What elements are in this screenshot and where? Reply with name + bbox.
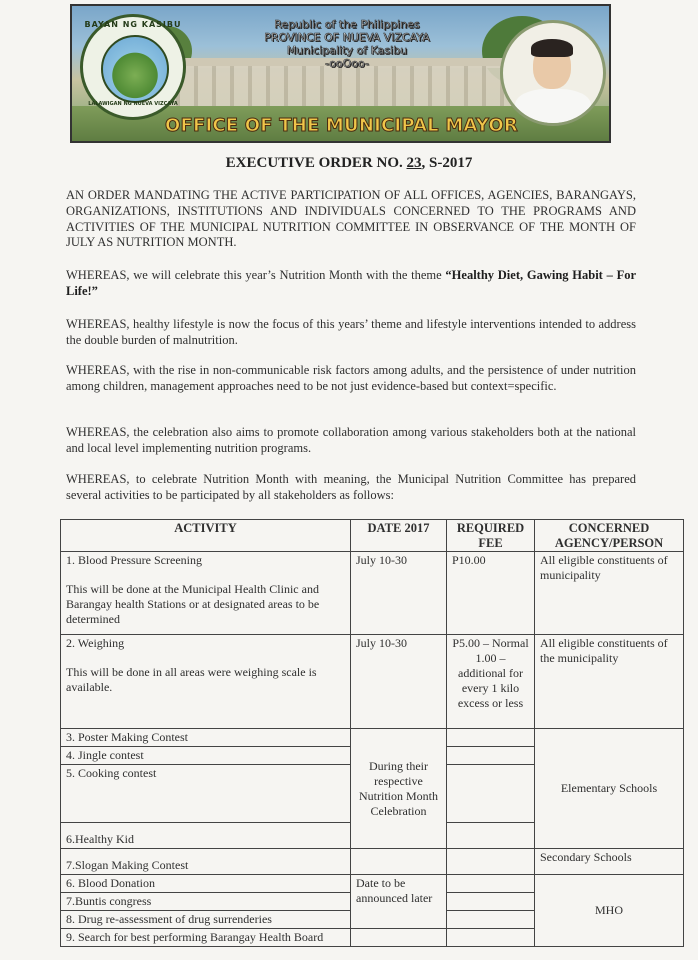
whereas-5: WHEREAS, to celebrate Nutrition Month with meaning, the Municipal Nutrition Committee has prepared several activities to be participated by all stakeholders as follows: — [66, 472, 636, 502]
group2-agency: MHO — [535, 875, 684, 947]
table-row: 6. Blood Donation Date to be announced later MHO — [61, 875, 684, 893]
municipality-line: Municipality of Kasibu — [286, 44, 408, 57]
table-row: 7.Slogan Making Contest Secondary Schools — [61, 849, 684, 875]
province-line: PROVINCE OF NUEVA VIZCAYA — [264, 31, 430, 44]
table-row: 5. Cooking contest — [61, 765, 684, 823]
group1-date: During their respective Nutrition Month Celebration — [351, 729, 447, 849]
order-heading: AN ORDER MANDATING THE ACTIVE PARTICIPATION OF ALL OFFICES, AGENCIES, BARANGAYS, ORGANIZATIONS, INSTITUTIONS AND INDIVIDUALS CONCERNED TO THE PROGRAMS AND ACTIVITIES OF THE MUNICIPAL NUTRITION COMMITTEE IN OBSERVANCE OF THE MONTH OF JULY AS NUTRITION MONTH. — [66, 188, 636, 250]
group2-date: Date to be announced later — [351, 875, 447, 929]
whereas-2: WHEREAS, healthy lifestyle is now the focus of this years’ theme and lifestyle interventions intended to address the double burden of malnutrition. — [66, 317, 636, 347]
municipal-seal: BAYAN NG KASIBU LALAWIGAN NG NUEVA VIZCAYA — [80, 14, 186, 120]
republic-line: Republic of the Philippines — [274, 18, 420, 31]
order-title: EXECUTIVE ORDER NO. 23, S-2017 — [225, 155, 473, 171]
ornament-line: -ooOoo- — [325, 57, 369, 70]
activities-table — [60, 519, 684, 947]
col-date: DATE 2017 — [351, 520, 447, 552]
group1-agency: Elementary Schools — [535, 729, 684, 849]
table-header-row — [61, 520, 684, 552]
table-row: 3. Poster Making Contest During their respective Nutrition Month Celebration Elementary Schools — [61, 729, 684, 747]
mayor-portrait — [500, 20, 606, 126]
col-activity: ACTIVITY — [61, 520, 351, 552]
nutrition-theme: “Healthy Diet, Gawing Habit – For Life!” — [66, 268, 637, 298]
office-title: OFFICE OF THE MUNICIPAL MAYOR — [164, 115, 518, 136]
whereas-1: WHEREAS, we will celebrate this year’s Nutrition Month with the theme “Healthy Diet, Gawing Habit – For Life!” — [66, 268, 637, 298]
table-row: 7.Buntis congress — [61, 893, 684, 911]
letterhead-banner — [70, 4, 611, 143]
letterhead-text — [197, 18, 497, 70]
table-row: 6.Healthy Kid — [61, 823, 684, 849]
col-agency: CONCERNED AGENCY/PERSON — [535, 520, 684, 552]
table-row: 1. Blood Pressure Screening This will be done at the Municipal Health Clinic and Barangay health Stations or at designated areas to be determined July 10-30 P10.00 All eligible constituents of municipality — [61, 552, 684, 635]
whereas-3: WHEREAS, with the rise in non-communicable risk factors among adults, and the persistence of under nutrition among children, management approaches need to be not just evidence-based but context=specific. — [66, 363, 636, 393]
table-row: 9. Search for best performing Barangay Health Board — [61, 929, 684, 947]
table-row: 8. Drug re-assessment of drug surrenderies — [61, 911, 684, 929]
table-row: 4. Jingle contest — [61, 747, 684, 765]
col-fee: REQUIRED FEE — [447, 520, 535, 552]
order-number: 23 — [406, 155, 422, 171]
table-row: 2. Weighing This will be done in all areas were weighing scale is available. July 10-30 P5.00 – Normal 1.00 – additional for every 1 kilo excess or less All eligible constituents of the municipality — [61, 635, 684, 729]
whereas-4: WHEREAS, the celebration also aims to promote collaboration among various stakeholders both at the national and local level implementing nutrition programs. — [66, 425, 636, 455]
